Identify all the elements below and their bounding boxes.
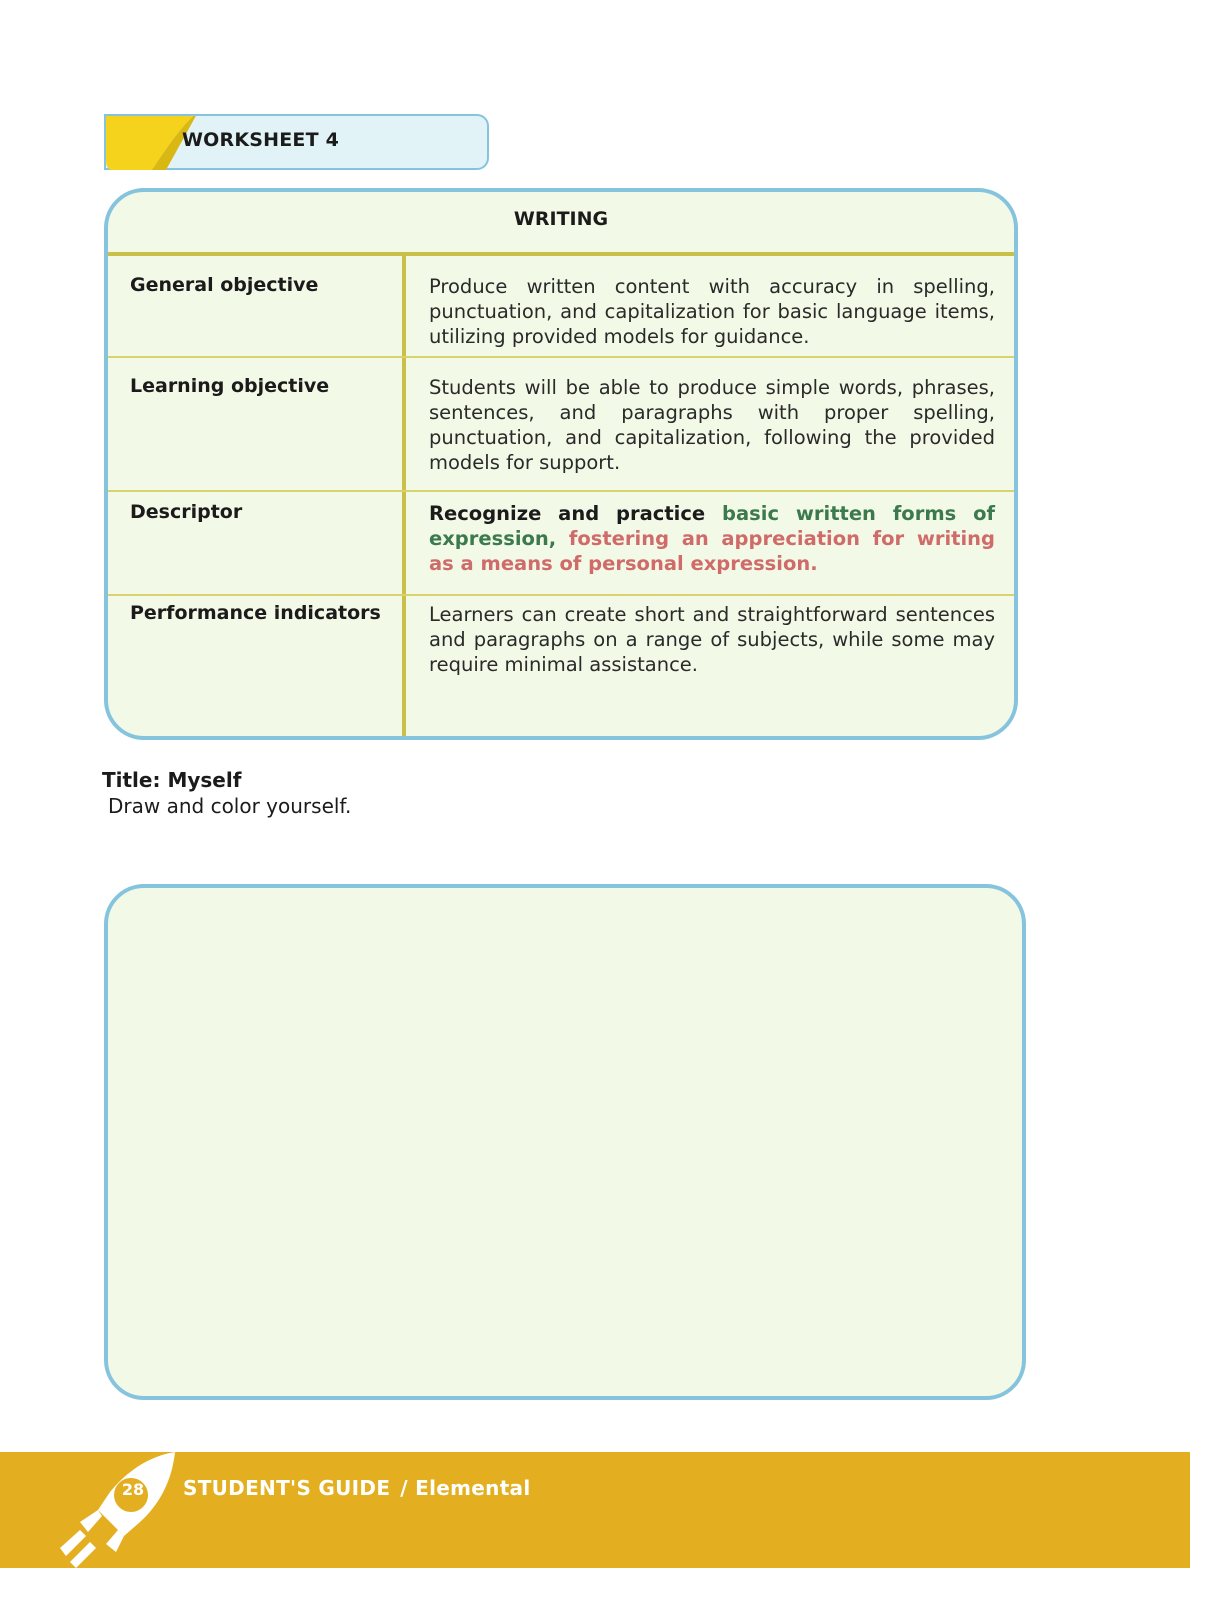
guide-level: / Elemental: [400, 1476, 531, 1500]
guide-name: STUDENT'S GUIDE: [183, 1476, 391, 1500]
activity-instruction: Draw and color yourself.: [108, 794, 352, 818]
row-label-learning-objective: Learning objective: [130, 375, 330, 397]
title-divider: [108, 252, 1014, 256]
row-divider: [108, 594, 1014, 596]
descriptor-part-1: Recognize and practice: [429, 502, 723, 525]
row-divider: [108, 490, 1014, 492]
row-text-learning-objective: Students will be able to produce simple words, phrases, sentences, and paragraphs with proper spelling, punctuation, and capitalization, following the provided models for support.: [429, 376, 995, 474]
table-title: WRITING: [513, 208, 609, 230]
drawing-area[interactable]: [104, 884, 1026, 1400]
row-label-general-objective: General objective: [130, 274, 319, 296]
descriptor-part-2: basic written forms of expression,: [429, 502, 996, 550]
descriptor-part-3: fostering an appreciation for writing as a means of personal expression.: [429, 527, 995, 575]
column-divider: [402, 256, 406, 736]
worksheet-tab: [104, 114, 489, 170]
row-label-performance-indicators: Performance indicators: [130, 602, 381, 624]
row-text-descriptor: [429, 501, 995, 576]
rocket-icon: [40, 1452, 180, 1568]
page-footer: [0, 1452, 1190, 1568]
page-number: 28: [121, 1480, 145, 1499]
row-text-performance-indicators: Learners can create short and straightforward sentences and paragraphs on a range of subjects, while some may require minimal assistance.: [429, 603, 995, 676]
row-label-descriptor: Descriptor: [130, 501, 243, 523]
activity-title: Title: Myself: [102, 768, 242, 792]
guide-title: [183, 1476, 531, 1500]
objectives-table: [104, 188, 1018, 740]
row-divider: [108, 356, 1014, 358]
worksheet-label: WORKSHEET 4: [182, 129, 340, 151]
row-text-general-objective: Produce written content with accuracy in spelling, punctuation, and capitalization for basic language items, utilizing provided models for guidance.: [429, 275, 995, 348]
